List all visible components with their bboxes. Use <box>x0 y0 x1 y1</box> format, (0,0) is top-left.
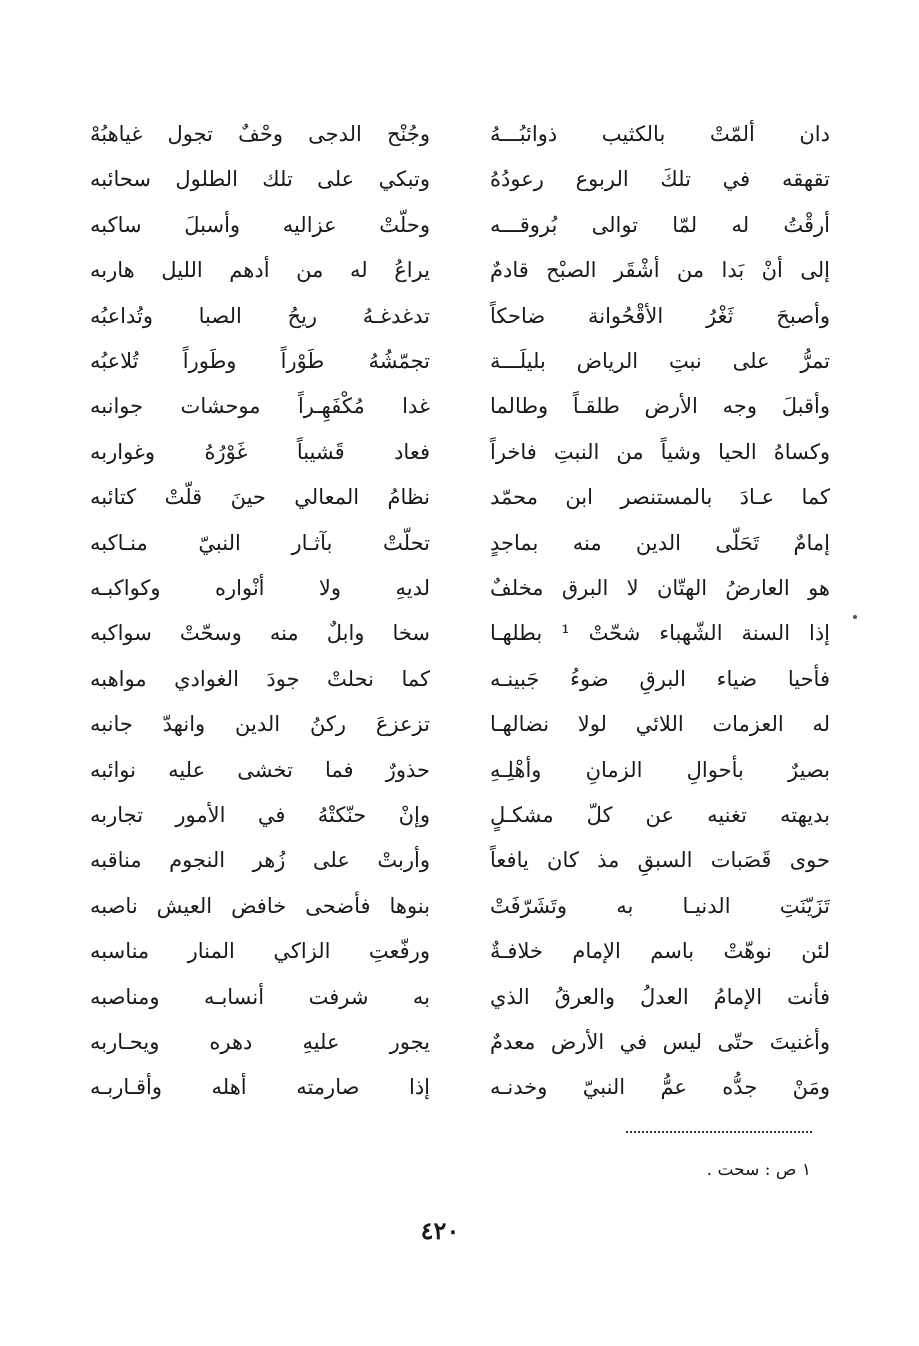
second-hemistich: وجُنْح الدجى وحْفٌ تجول غياهبُهْ <box>90 122 430 146</box>
second-hemistich: إذا صارمته أهله وأقـاربـه <box>90 1075 430 1100</box>
second-hemistich: كما نحلتْ جودَ الغوادي مواهبه <box>90 666 430 691</box>
verse-row <box>90 1020 830 1064</box>
verse-row <box>90 838 830 882</box>
verse-row <box>90 1065 830 1109</box>
verse-row <box>90 884 830 928</box>
verse-row <box>90 566 830 610</box>
verse-row <box>90 521 830 565</box>
first-hemistich: كما عـادَ بالمستنصر ابن محمّد <box>490 485 830 510</box>
verse-row <box>90 702 830 746</box>
footnote: ١ ص : سحت . <box>706 1160 811 1180</box>
verse-row <box>90 248 830 292</box>
footnote-divider <box>626 1131 812 1133</box>
verse-row <box>90 929 830 973</box>
second-hemistich: وإنْ حنّكتْهُ في الأمور تجاربه <box>90 803 430 827</box>
first-hemistich: أرقْتُ له لمّا توالى بُروقـــه <box>490 212 830 237</box>
first-hemistich: فأنت الإمامُ العدلُ والعرقُ الذي <box>490 984 830 1009</box>
first-hemistich: تَزَيّنَتِ الدنيـا به وتَشَرّفَتْ <box>490 893 830 918</box>
first-hemistich: وأقبلَ وجه الأرض طلقـاً وطالما <box>490 394 830 419</box>
second-hemistich: فعاد قَشيباً غَوْرُهُ وغواربه <box>90 439 430 464</box>
first-hemistich: هو العارضُ الهتّان لا البرق مخلفٌ <box>490 576 830 600</box>
second-hemistich: غدا مُكْفَهِـراً موحشات جوانبه <box>90 394 430 419</box>
first-hemistich: له العزمات اللائي لولا نضالهـا <box>490 712 830 737</box>
verse-row <box>90 112 830 156</box>
second-hemistich: نظامُ المعالي حينَ قلّتْ كتائبه <box>90 485 430 510</box>
page-number: ٤٢٠ <box>420 1216 460 1245</box>
poem-body <box>90 112 830 1112</box>
second-hemistich: وأربتْ على زُهر النجوم مناقبه <box>90 848 430 873</box>
second-hemistich: تدغدغـهُ ريحُ الصبا وتُداعبُه <box>90 303 430 328</box>
verse-row <box>90 475 830 519</box>
first-hemistich: تمرُّ على نبتِ الرياض بليلَـــة <box>490 349 830 373</box>
second-hemistich: تحلّتْ بآثـار النبيّ منـاكبه <box>90 530 430 555</box>
verse-row <box>90 611 830 655</box>
second-hemistich: سخا وابلٌ منه وسحّتْ سواكبه <box>90 621 430 646</box>
first-hemistich: دان ألمّتْ بالكثيب ذوائبُـــهُ <box>490 122 830 146</box>
second-hemistich: حذورٌ فما تخشى عليه نوائبه <box>90 757 430 782</box>
second-hemistich: وتبكي على تلك الطلول سحائبه <box>90 167 430 192</box>
first-hemistich: ومَنْ جدُّه عمُّ النبيّ وخدنـه <box>490 1075 830 1100</box>
second-hemistich: وحلّتْ عزاليه وأسبلَ ساكبه <box>90 212 430 237</box>
second-hemistich: تزعزعَ ركنُ الدين وانهدّ جانبه <box>90 712 430 737</box>
verse-row <box>90 294 830 338</box>
first-hemistich: لئن نوهّتْ باسم الإمام خلافـةٌ <box>490 939 830 964</box>
first-hemistich: بديهته تغنيه عن كلّ مشكـلٍ <box>490 803 830 827</box>
first-hemistich: تقهقه في تلكَ الربوع رعودُهُ <box>490 167 830 192</box>
first-hemistich: وأصبحَ ثَغْرُ الأقْحُوانة ضاحكاً <box>490 303 830 328</box>
first-hemistich: إلى أنْ بَدا من أشْقَر الصبْح قادمٌ <box>490 258 830 283</box>
verse-row <box>90 339 830 383</box>
second-hemistich: يجور عليهِ دهره ويحـاربه <box>90 1030 430 1054</box>
verse-row <box>90 157 830 201</box>
first-hemistich: إذا السنة الشّهباء شحّتْ ¹ بطلهـا <box>490 621 830 646</box>
first-hemistich: حوى قَصَبات السبقِ مذ كان يافعاً <box>490 848 830 873</box>
second-hemistich: يراعُ له من أدهم الليل هاربه <box>90 258 430 283</box>
verse-row <box>90 657 830 701</box>
first-hemistich: بصيرٌ بأحوالِ الزمانِ وأهْلِـهِ <box>490 757 830 782</box>
second-hemistich: به شرفت أنسابـه ومناصبه <box>90 984 430 1009</box>
first-hemistich: وكساهُ الحيا وشياً من النبتِ فاخراً <box>490 439 830 464</box>
first-hemistich: وأغنيتَ حتّى ليس في الأرض معدمٌ <box>490 1030 830 1054</box>
verse-row <box>90 975 830 1019</box>
second-hemistich: ورفّعتِ الزاكي المنار مناسبه <box>90 939 430 964</box>
verse-row <box>90 203 830 247</box>
verse-row <box>90 793 830 837</box>
second-hemistich: بنوها فأضحى خافض العيش ناصبه <box>90 893 430 918</box>
first-hemistich: إمامٌ تَحَلّى الدين منه بماجدٍ <box>490 530 830 555</box>
verse-row <box>90 384 830 428</box>
scan-speck <box>853 615 857 619</box>
second-hemistich: تجمّشُهُ طَوْراً وطَوراً تُلاعبُه <box>90 349 430 373</box>
verse-row <box>90 748 830 792</box>
second-hemistich: لديهِ ولا أنْواره وكواكبـه <box>90 576 430 600</box>
verse-row <box>90 430 830 474</box>
first-hemistich: فأحيا ضياء البرقِ ضوءُ جَبينـه <box>490 666 830 691</box>
